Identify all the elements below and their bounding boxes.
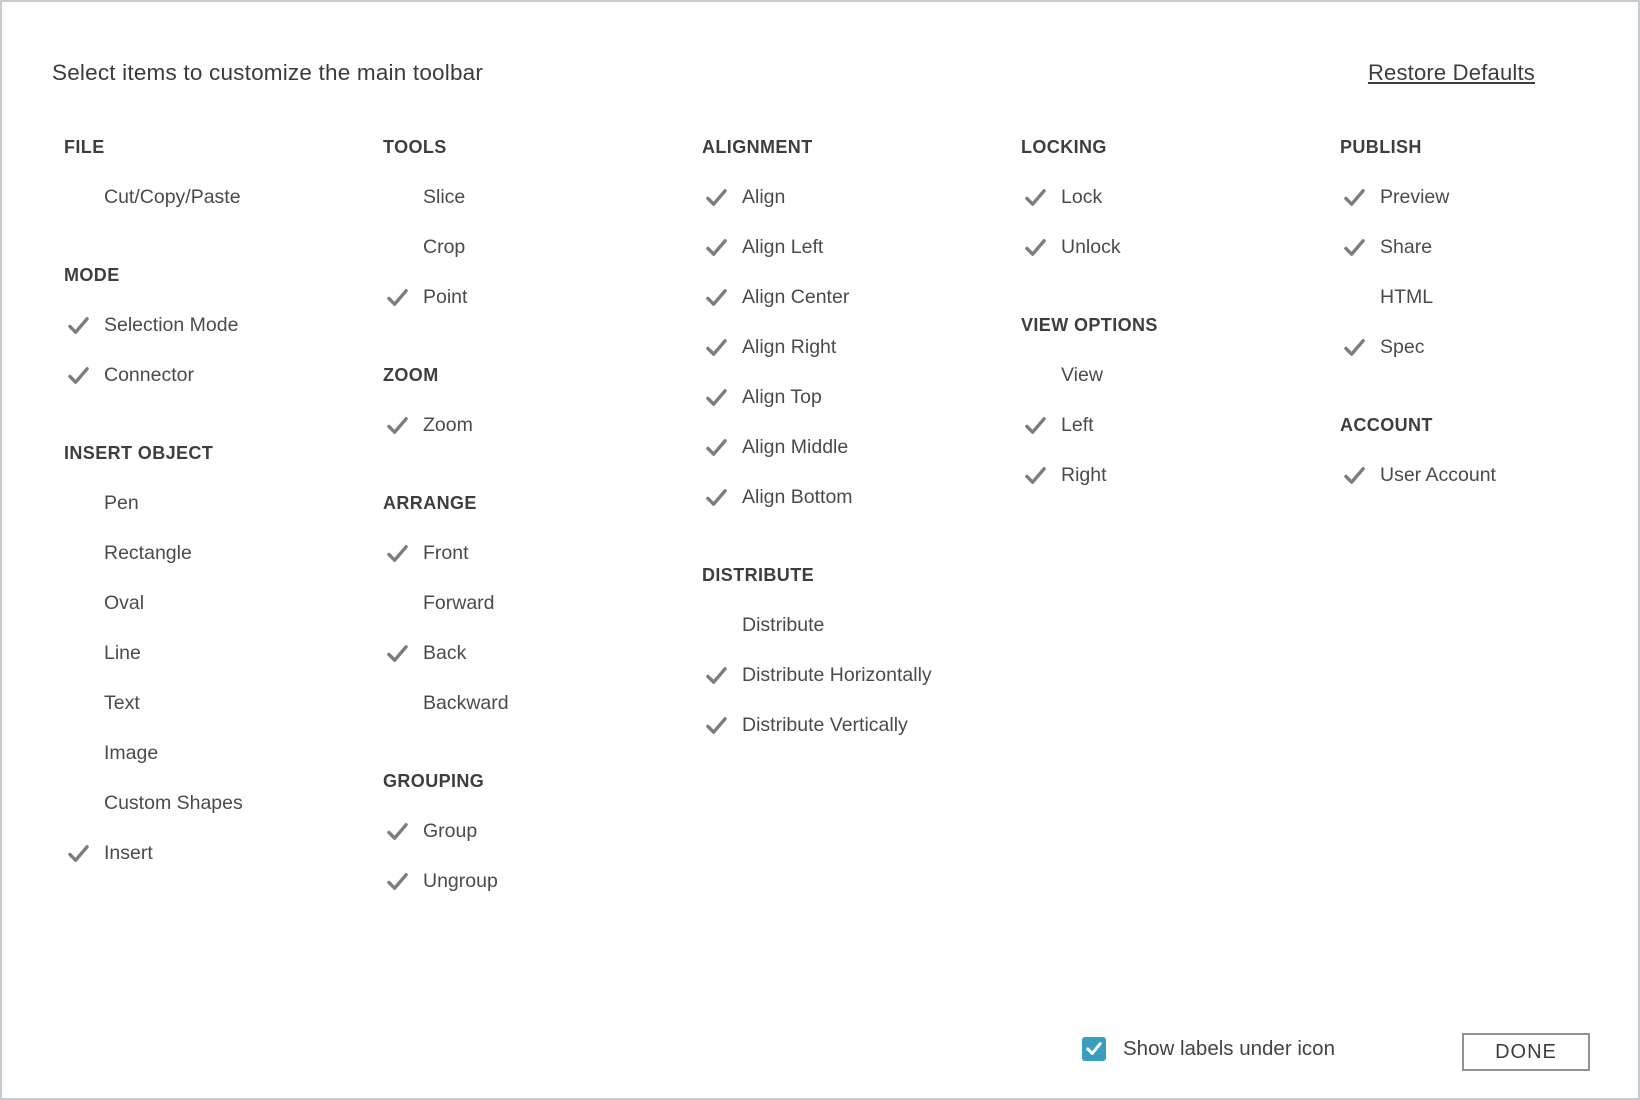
toolbar-item[interactable]	[1021, 450, 1340, 500]
item-label: Insert	[104, 841, 153, 864]
item-label: Crop	[423, 235, 466, 258]
check-icon	[705, 487, 728, 508]
check-icon	[386, 543, 409, 564]
toolbar-item[interactable]	[702, 422, 1021, 472]
item-check-slot-empty	[1023, 363, 1047, 387]
toolbar-item[interactable]	[1021, 400, 1340, 450]
toolbar-item[interactable]	[383, 856, 702, 906]
item-check-slot-empty	[66, 691, 90, 715]
toolbar-item[interactable]	[1021, 222, 1340, 272]
check-icon	[1085, 1041, 1103, 1057]
toolbar-item[interactable]	[64, 728, 383, 778]
toolbar-item[interactable]	[383, 678, 702, 728]
toolbar-section	[702, 550, 1021, 750]
check-icon	[67, 315, 90, 336]
toolbar-item[interactable]	[702, 222, 1021, 272]
item-check-slot-checked	[1342, 335, 1366, 359]
item-check-slot-empty	[385, 185, 409, 209]
item-label: Backward	[423, 691, 509, 714]
item-label: Back	[423, 641, 467, 664]
item-label: Align	[742, 185, 786, 208]
item-label: Align Center	[742, 285, 850, 308]
toolbar-item[interactable]	[383, 272, 702, 322]
item-label: Distribute Vertically	[742, 713, 908, 736]
item-check-slot-checked	[704, 663, 728, 687]
item-label: Align Bottom	[742, 485, 853, 508]
toolbar-section	[64, 428, 383, 878]
toolbar-column	[702, 122, 1021, 778]
item-check-slot-checked	[385, 541, 409, 565]
item-label: View	[1061, 363, 1103, 386]
toolbar-item[interactable]	[64, 300, 383, 350]
show-labels-toggle[interactable]	[1082, 1037, 1335, 1061]
toolbar-item[interactable]	[383, 806, 702, 856]
item-label: Spec	[1380, 335, 1425, 358]
item-check-slot-checked	[1023, 413, 1047, 437]
check-icon	[705, 287, 728, 308]
toolbar-item[interactable]	[702, 272, 1021, 322]
item-label: Group	[423, 819, 478, 842]
item-label: Align Right	[742, 335, 837, 358]
check-icon	[67, 365, 90, 386]
toolbar-item[interactable]	[1340, 272, 1590, 322]
item-label: Front	[423, 541, 469, 564]
toolbar-item[interactable]	[1340, 450, 1590, 500]
toolbar-section	[1340, 122, 1590, 372]
item-label: Share	[1380, 235, 1433, 258]
item-label: Align Top	[742, 385, 822, 408]
show-labels-label: Show labels under icon	[1123, 1037, 1335, 1060]
check-icon	[1024, 415, 1047, 436]
toolbar-item[interactable]	[64, 478, 383, 528]
toolbar-item[interactable]	[1340, 322, 1590, 372]
check-icon	[1343, 337, 1366, 358]
toolbar-item[interactable]	[383, 400, 702, 450]
item-check-slot-empty	[66, 541, 90, 565]
toolbar-section	[1021, 300, 1340, 500]
item-label: Unlock	[1061, 235, 1121, 258]
item-check-slot-checked	[1023, 185, 1047, 209]
item-check-slot-empty	[704, 613, 728, 637]
toolbar-item[interactable]	[1021, 350, 1340, 400]
check-icon	[386, 643, 409, 664]
item-label: Cut/Copy/Paste	[104, 185, 241, 208]
toolbar-section	[383, 350, 702, 450]
item-check-slot-checked	[1342, 235, 1366, 259]
toolbar-section	[64, 250, 383, 400]
item-check-slot-empty	[385, 691, 409, 715]
item-check-slot-empty	[66, 641, 90, 665]
check-icon	[1024, 187, 1047, 208]
toolbar-item[interactable]	[64, 172, 383, 222]
toolbar-column	[1340, 122, 1590, 528]
section-header: INSERT OBJECT	[64, 442, 214, 463]
section-header: PUBLISH	[1340, 136, 1422, 157]
item-check-slot-checked	[385, 819, 409, 843]
item-label: User Account	[1380, 463, 1496, 486]
item-label: Pen	[104, 491, 139, 514]
toolbar-column	[1021, 122, 1340, 528]
toolbar-section	[383, 756, 702, 906]
toolbar-section	[1021, 122, 1340, 272]
restore-defaults-link[interactable]: Restore Defaults	[1367, 60, 1535, 85]
item-check-slot-checked	[1023, 235, 1047, 259]
item-check-slot-checked	[704, 713, 728, 737]
toolbar-item[interactable]	[702, 322, 1021, 372]
section-header: ACCOUNT	[1340, 414, 1433, 435]
item-label: Oval	[104, 591, 145, 614]
section-header: MODE	[64, 264, 120, 285]
item-check-slot-checked	[1342, 463, 1366, 487]
item-check-slot-empty	[66, 185, 90, 209]
section-header: VIEW OPTIONS	[1021, 314, 1158, 335]
check-icon	[1343, 187, 1366, 208]
item-label: Line	[104, 641, 141, 664]
item-label: Distribute	[742, 613, 825, 636]
item-check-slot-checked	[385, 869, 409, 893]
item-label: Lock	[1061, 185, 1103, 208]
check-icon	[386, 415, 409, 436]
item-check-slot-empty	[66, 491, 90, 515]
item-check-slot-checked	[385, 641, 409, 665]
item-check-slot-checked	[704, 335, 728, 359]
toolbar-item[interactable]	[64, 628, 383, 678]
dialog-title: Select items to customize the main toolbar	[52, 60, 484, 85]
item-check-slot-empty	[66, 591, 90, 615]
toolbar-section	[383, 478, 702, 728]
section-header: ARRANGE	[383, 492, 477, 513]
toolbar-item[interactable]	[64, 778, 383, 828]
item-label: Point	[423, 285, 468, 308]
toolbar-item[interactable]	[64, 350, 383, 400]
item-label: Rectangle	[104, 541, 192, 564]
toolbar-item[interactable]	[702, 700, 1021, 750]
item-label: Connector	[104, 363, 194, 386]
item-check-slot-checked	[704, 385, 728, 409]
check-icon	[705, 665, 728, 686]
section-header: DISTRIBUTE	[702, 564, 814, 585]
item-check-slot-empty	[66, 791, 90, 815]
check-icon	[1024, 237, 1047, 258]
item-check-slot-checked	[704, 285, 728, 309]
section-header: TOOLS	[383, 136, 447, 157]
item-check-slot-checked	[1023, 463, 1047, 487]
item-check-slot-empty	[66, 741, 90, 765]
check-icon	[386, 871, 409, 892]
toolbar-item[interactable]	[1340, 172, 1590, 222]
check-icon	[67, 843, 90, 864]
check-icon	[386, 821, 409, 842]
toolbar-item[interactable]	[383, 528, 702, 578]
item-label: Right	[1061, 463, 1107, 486]
section-header: FILE	[64, 136, 105, 157]
toolbar-item[interactable]	[702, 650, 1021, 700]
check-icon	[386, 287, 409, 308]
item-label: Ungroup	[423, 869, 498, 892]
item-label: Align Middle	[742, 435, 849, 458]
toolbar-item[interactable]	[383, 222, 702, 272]
toolbar-item[interactable]	[702, 472, 1021, 522]
item-label: Image	[104, 741, 159, 764]
done-button[interactable]: DONE	[1462, 1033, 1590, 1071]
toolbar-item[interactable]	[64, 678, 383, 728]
section-header: LOCKING	[1021, 136, 1107, 157]
item-label: Zoom	[423, 413, 473, 436]
check-icon	[1343, 237, 1366, 258]
toolbar-item[interactable]	[64, 578, 383, 628]
check-icon	[1343, 465, 1366, 486]
item-check-slot-checked	[704, 485, 728, 509]
toolbar-item[interactable]	[1021, 172, 1340, 222]
item-label: Slice	[423, 185, 466, 208]
toolbar-item-columns	[64, 122, 1590, 934]
toolbar-item[interactable]	[383, 628, 702, 678]
item-check-slot-empty	[1342, 285, 1366, 309]
toolbar-item[interactable]	[702, 372, 1021, 422]
toolbar-item[interactable]	[702, 172, 1021, 222]
item-check-slot-checked	[1342, 185, 1366, 209]
item-check-slot-checked	[66, 313, 90, 337]
toolbar-item[interactable]	[383, 578, 702, 628]
check-icon	[705, 187, 728, 208]
check-icon	[705, 337, 728, 358]
toolbar-column	[383, 122, 702, 934]
toolbar-item[interactable]	[383, 172, 702, 222]
toolbar-item[interactable]	[64, 828, 383, 878]
item-check-slot-checked	[66, 363, 90, 387]
item-label: Custom Shapes	[104, 791, 243, 814]
item-check-slot-empty	[385, 591, 409, 615]
check-icon	[705, 715, 728, 736]
toolbar-column	[64, 122, 383, 906]
item-check-slot-checked	[704, 235, 728, 259]
item-label: Distribute Horizontally	[742, 663, 932, 686]
item-label: Text	[104, 691, 140, 714]
toolbar-section	[383, 122, 702, 322]
section-header: ZOOM	[383, 364, 439, 385]
toolbar-section	[64, 122, 383, 222]
toolbar-item[interactable]	[702, 600, 1021, 650]
check-icon	[705, 237, 728, 258]
toolbar-section	[1340, 400, 1590, 500]
section-header: ALIGNMENT	[702, 136, 813, 157]
toolbar-section	[702, 122, 1021, 522]
check-icon	[705, 437, 728, 458]
item-check-slot-empty	[385, 235, 409, 259]
item-label: HTML	[1380, 285, 1434, 308]
item-label: Forward	[423, 591, 495, 614]
section-header: GROUPING	[383, 770, 485, 791]
toolbar-item[interactable]	[1340, 222, 1590, 272]
show-labels-checkbox[interactable]	[1082, 1037, 1106, 1061]
item-check-slot-checked	[704, 185, 728, 209]
check-icon	[705, 387, 728, 408]
item-check-slot-checked	[704, 435, 728, 459]
item-label: Align Left	[742, 235, 824, 258]
item-label: Preview	[1380, 185, 1450, 208]
toolbar-item[interactable]	[64, 528, 383, 578]
item-check-slot-checked	[385, 413, 409, 437]
item-check-slot-checked	[385, 285, 409, 309]
check-icon	[1024, 465, 1047, 486]
item-label: Left	[1061, 413, 1094, 436]
item-check-slot-checked	[66, 841, 90, 865]
item-label: Selection Mode	[104, 313, 239, 336]
